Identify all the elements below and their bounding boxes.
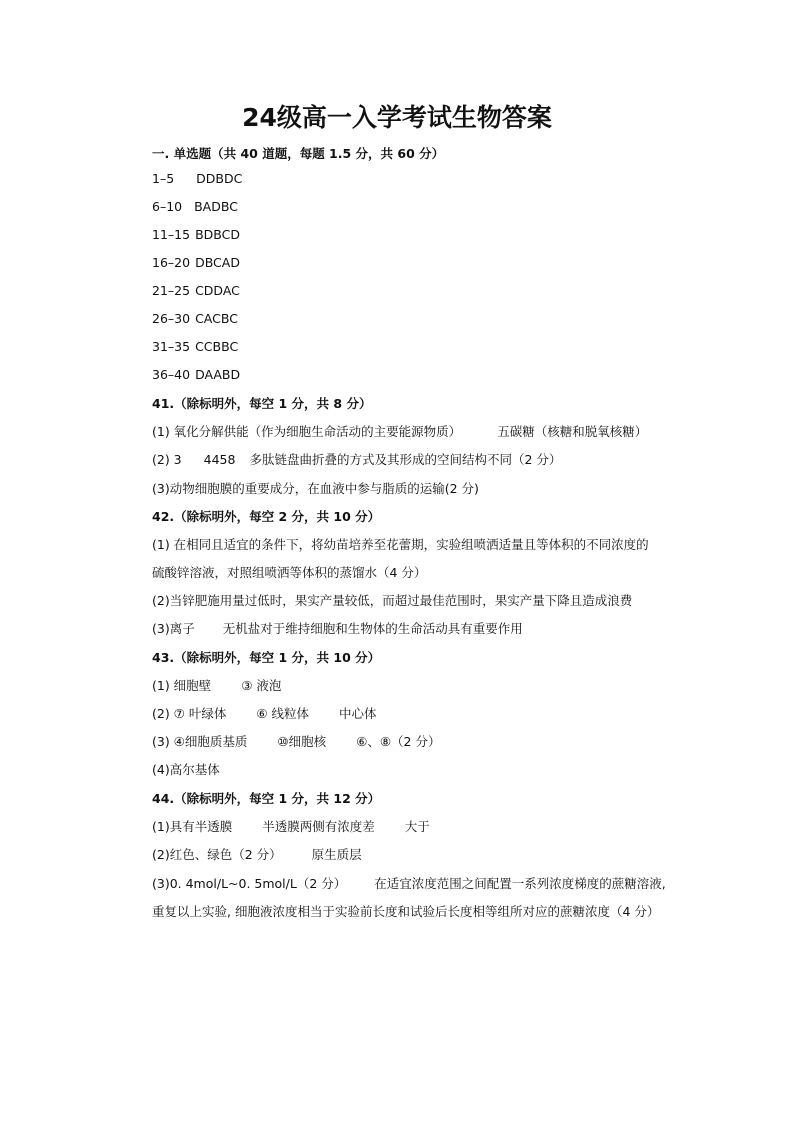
section1-heading: 一. 单选题（共 40 道题，每题 1.5 分，共 60 分） (152, 146, 445, 161)
q41-answer-1b: 五碳糖（核糖和脱氧核糖） (497, 424, 648, 439)
answer-row (152, 311, 238, 327)
q42-line-3 (152, 621, 523, 637)
q43-answer-1b: ③ 液泡 (241, 678, 282, 693)
q43-answer-3b: ⑩细胞核 (277, 734, 327, 749)
answer-range: 26–30 (152, 311, 191, 326)
answer-letters: BDBCD (195, 227, 240, 242)
q44-answer-2a: (2)红色、绿色（2 分） (152, 847, 282, 862)
q41-answer-1a: (1) 氧化分解供能（作为细胞生命活动的主要能源物质） (152, 424, 462, 439)
q41-line-3: (3)动物细胞膜的重要成分，在血液中参与脂质的运输(2 分) (152, 481, 479, 496)
answer-row (152, 199, 238, 215)
answer-letters: CACBC (195, 311, 238, 326)
q44-line-2 (152, 847, 362, 863)
q43-line-4: (4)高尔基体 (152, 762, 220, 777)
answer-range: 1–5 (152, 171, 175, 186)
q44-line-1 (152, 819, 430, 835)
answer-row (152, 339, 238, 355)
q43-answer-3a: (3) ④细胞质基质 (152, 734, 248, 749)
q43-answer-2a: (2) ⑦ 叶绿体 (152, 706, 227, 721)
q41-line-1 (152, 424, 647, 440)
q42-answer-3a: (3)离子 (152, 621, 195, 636)
q41-line-2 (152, 452, 561, 468)
answer-letters: DDBDC (196, 171, 243, 186)
q42-line-2: (2)当锌肥施用量过低时，果实产量较低，而超过最佳范围时，果实产量下降且造成浪费 (152, 593, 633, 608)
q43-heading: 43.（除标明外，每空 1 分，共 10 分） (152, 650, 381, 665)
q44-answer-1b: 半透膜两侧有浓度差 (262, 819, 375, 834)
answer-letters: CDDAC (195, 283, 240, 298)
answer-range: 6–10 (152, 199, 183, 214)
q44-line-3-cont: 重复以上实验, 细胞液浓度相当于实验前长度和试验后长度相等组所对应的蔗糖浓度（4 分） (152, 904, 660, 919)
answer-letters: BADBC (194, 199, 238, 214)
q41-answer-2c: 多肽链盘曲折叠的方式及其形成的空间结构不同（2 分） (249, 452, 562, 467)
answer-row (152, 283, 240, 299)
q42-line-1-cont: 硫酸锌溶液，对照组喷洒等体积的蒸馏水（4 分） (152, 565, 427, 580)
q44-answer-2b: 原生质层 (311, 847, 362, 862)
q41-answer-2b: 4458 (203, 452, 236, 467)
answer-row (152, 255, 240, 271)
q42-heading: 42.（除标明外，每空 2 分，共 10 分） (152, 509, 381, 524)
answer-range: 21–25 (152, 283, 191, 298)
q43-answer-2c: 中心体 (339, 706, 377, 721)
page-title: 24级高一入学考试生物答案 (242, 103, 552, 132)
q44-heading: 44.（除标明外，每空 1 分，共 12 分） (152, 791, 381, 806)
q42-answer-3b: 无机盐对于维持细胞和生物体的生命活动具有重要作用 (222, 621, 523, 636)
q43-line-1 (152, 678, 281, 694)
q42-line-1: (1) 在相同且适宜的条件下，将幼苗培养至花蕾期，实验组喷洒适量且等体积的不同浓度的 (152, 537, 649, 552)
q43-line-2 (152, 706, 377, 722)
answer-letters: DAABD (195, 367, 241, 382)
answer-letters: CCBBC (195, 339, 239, 354)
answer-range: 31–35 (152, 339, 191, 354)
answer-range: 36–40 (152, 367, 191, 382)
q41-heading: 41.（除标明外，每空 1 分，共 8 分） (152, 396, 372, 411)
answer-row (152, 227, 240, 243)
q43-line-3 (152, 734, 440, 750)
q44-answer-1a: (1)具有半透膜 (152, 819, 233, 834)
q43-answer-3c: ⑥、⑧（2 分） (356, 734, 441, 749)
q44-answer-3a: (3)0. 4mol/L~0. 5mol/L（2 分） (152, 876, 347, 891)
answer-range: 11–15 (152, 227, 191, 242)
q41-answer-2a: (2) 3 (152, 452, 182, 467)
q43-answer-1a: (1) 细胞壁 (152, 678, 212, 693)
answer-row (152, 367, 240, 383)
q44-line-3 (152, 876, 666, 892)
answer-range: 16–20 (152, 255, 191, 270)
answer-letters: DBCAD (195, 255, 240, 270)
q44-answer-1c: 大于 (404, 819, 430, 834)
answer-row (152, 171, 242, 187)
q44-answer-3b: 在适宜浓度范围之间配置一系列浓度梯度的蔗糖溶液, (374, 876, 666, 891)
q43-answer-2b: ⑥ 线粒体 (256, 706, 310, 721)
